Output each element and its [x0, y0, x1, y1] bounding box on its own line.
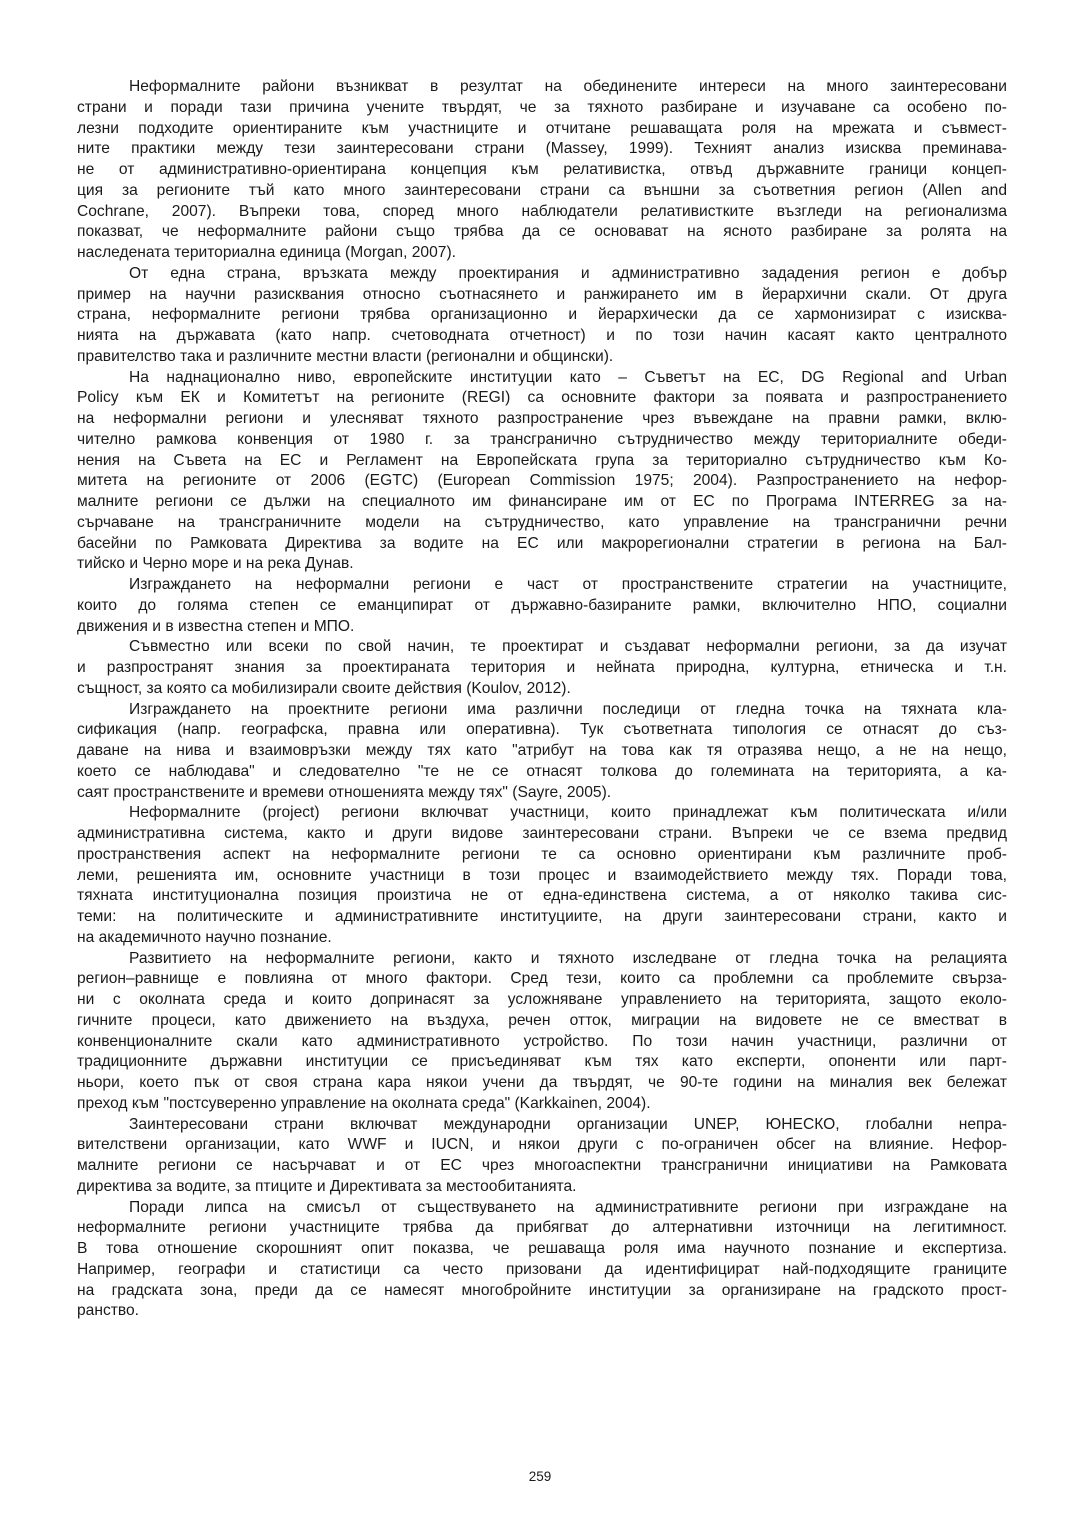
text-line: страна, неформалните региони трябва организационно и йерархически да се хармонизират с изисква-: [77, 306, 1007, 324]
text-line: на неформални региони и улесняват тяхното разпространение чрез въвеждане на правни рамки, вклю-: [77, 410, 1007, 427]
text-line: От една страна, връзката между проектирания и административно зададения регион е добър: [129, 264, 1007, 282]
text-line: и разпространят знания за проектираната територия и нейната природна, културна, етническа и т.н.: [77, 659, 1007, 676]
text-line: митета на регионите от 2006 (EGTC) (European Commission 1975; 2004). Разпространението на нефор-: [77, 472, 1007, 490]
text-line: вителствени организации, като WWF и IUCN, и някои други с по-ограничен обсег на влияние. Нефор-: [77, 1136, 1007, 1154]
text-line: същност, за която са мобилизирали своите действия (Koulov, 2012).: [77, 679, 571, 697]
text-line: ранство.: [77, 1302, 140, 1320]
text-line: административна система, както и други видове заинтересовани страни. Въпреки че се взема предвид: [77, 825, 1007, 842]
text-line: Изграждането на проектните региони има различни последици от гледна точка на тяхната кла-: [129, 700, 1007, 718]
text-line: даване на нива и взаимовръзки между тях като "атрибут на това как тя отразява нещо, а не на нещо,: [77, 742, 1007, 759]
text-line: малните региони се дължи на специалното им финансиране им от ЕС по Програма INTERREG за на-: [77, 493, 1007, 510]
text-line: Cochrane, 2007). Въпреки това, според много наблюдатели релативистките възгледи на регионализма: [77, 202, 1007, 220]
text-line: пример на научни разисквания относно съотнасянето и ранжирането им в йерархични скали. От друга: [77, 285, 1007, 303]
text-line: на академичното научно познание.: [77, 928, 332, 946]
text-line: лезни подходите ориентираните към участниците и отчитане решаващата роля на мрежата и съвмест-: [77, 119, 1007, 137]
text-line: Изграждането на неформални региони е част от пространствените стратегии на участниците,: [129, 576, 1007, 593]
paragraph: [77, 1198, 1007, 1323]
text-line: ни с околната среда и които допринасят за усложняване управлението на територията, защото еколо-: [77, 991, 1007, 1008]
text-line: Например, географи и статистици са често призовани да идентифицират най-подходящите границите: [77, 1260, 1007, 1278]
text-line: на градската зона, преди да се намесят многобройните институции за организиране на градското прост-: [77, 1281, 1007, 1299]
text-line: не от административно-ориентирана концепция към релативистка, отвъд държавните граници концеп-: [77, 161, 1007, 178]
text-line: нения на Съвета на ЕС и Регламент на Европейската група за териториално сътрудничество към Ко-: [77, 451, 1007, 469]
paragraph: [77, 575, 1007, 637]
paragraph: [77, 368, 1007, 576]
text-line: саят пространствените и времеви отношенията между тях" (Sayre, 2005).: [77, 783, 612, 801]
page-number: 259: [528, 1469, 552, 1484]
paragraph: [77, 700, 1007, 804]
text-line: неформалните региони участниците трябва да прибягват до алтернативни източници на легитимност.: [77, 1219, 1007, 1237]
text-line: Заинтересовани страни включват международни организации UNEP, ЮНЕСКО, глобални непра-: [129, 1115, 1007, 1133]
text-line: преход към "постсуверенно управление на околната среда" (Karkkainen, 2004).: [77, 1094, 651, 1112]
text-line: движения и в известна степен и МПО.: [77, 617, 355, 635]
text-line: наследената териториална единица (Morgan, 2007).: [77, 244, 456, 261]
paragraph: [77, 264, 1007, 368]
paragraph: [77, 949, 1007, 1115]
document-body: [77, 77, 1007, 1322]
text-line: Неформалните (project) региони включват участници, които принадлежат към политическата и/или: [129, 804, 1007, 822]
text-line: тийско и Черно море и на река Дунав.: [77, 555, 354, 573]
text-line: пространствения аспект на неформалните региони те са основно ориентирани към различните проб-: [77, 845, 1007, 863]
paragraph: [77, 77, 1007, 264]
text-line: басейни по Рамковата Директива за водите на ЕС или макрорегионални стратегии в региона на Бал-: [77, 534, 1007, 552]
text-line: леми, решенията им, основните участници в този процес и взаимодействието между тях. Поради това,: [77, 866, 1007, 884]
text-line: На наднационално ниво, европейските институции като – Съветът на ЕС, DG Regional and Urban: [129, 368, 1007, 386]
text-line: традиционните държавни институции се присъединяват към тях като експерти, опоненти или парт-: [77, 1053, 1007, 1071]
text-line: малните региони се насърчават и от ЕС чрез многоаспектни трансгранични инициативи на Рамковата: [77, 1157, 1007, 1174]
text-line: конвенционалните скали като административното устройство. По този начин участници, различни от: [77, 1032, 1007, 1050]
text-line: регион–равнище е повлияна от много фактори. Сред тези, които са проблемни са проблемите свързa-: [77, 970, 1007, 988]
paragraph: [77, 803, 1007, 948]
text-line: Поради липса на смисъл от съществуването на административните региони при изграждане на: [129, 1198, 1007, 1216]
text-line: Policy към ЕК и Комитетът на регионите (REGI) са основните фактори за появата и разпространението: [77, 389, 1007, 407]
text-line: показват, че неформалните райони също трябва да се основават на ясното разбиране за ролята на: [77, 223, 1007, 241]
text-line: което се наблюдава" и следователно "те не се отнасят толкова до големината на територията, а ка-: [77, 762, 1007, 780]
text-line: гичните процеси, като движението на въздуха, речен отток, миграции на видовете не се вместват в: [77, 1011, 1007, 1029]
text-line: сификация (напр. географска, правна или оперативна). Тук съответната типология се отнасят до съз-: [77, 721, 1007, 739]
text-line: ция за регионите тъй като много заинтересовани страни са външни за съответния регион (Allen and: [77, 181, 1007, 199]
text-line: нията на държавата (като напр. счетоводната отчетност) и по този начин касаят както централното: [77, 327, 1007, 344]
text-line: директива за водите, за птиците и Директивата за местообитанията.: [77, 1177, 577, 1195]
text-line: чително рамкова конвенция от 1980 г. за трансгранично сътрудничество между териториалните обеди-: [77, 430, 1007, 448]
paragraph: [77, 1115, 1007, 1198]
text-line: тяхната институционална позиция произтича не от една-единствена система, а от няколко такива сис-: [77, 887, 1007, 905]
text-line: Развитието на неформалните региони, както и тяхното изследване от гледна точка на релацията: [129, 949, 1007, 967]
text-line: ните практики между тези заинтересовани страни (Massey, 1999). Техният анализ изисква преминава-: [77, 140, 1007, 158]
text-line: които до голяма степен се еманципират от държавно-базираните рамки, включително НПО, социални: [77, 596, 1007, 614]
paragraph: [77, 637, 1007, 699]
text-line: ньори, което пък от своя страна кара някои учени да твърдят, че 90-те години на миналия век бележат: [77, 1074, 1007, 1091]
text-line: правителство така и различните местни власти (регионални и общински).: [77, 347, 614, 365]
text-line: сърчаване на трансграничните модели на сътрудничество, като управление на трансгранични речни: [77, 513, 1007, 531]
text-line: страни и поради тази причина учените твърдят, че за тяхното разбиране и изучаване са особено по-: [77, 98, 1007, 116]
text-line: В това отношение скорошният опит показва, че решаваща роля има научното познание и експертиза.: [77, 1240, 1007, 1257]
text-line: Неформалните райони възникват в резултат на обединените интереси на много заинтересовани: [129, 78, 1007, 95]
text-line: теми: на политическите и административните институциите, на други заинтересовани страни, както и: [77, 908, 1007, 925]
text-line: Съвместно или всеки по свой начин, те проектират и създават неформални региони, за да изучат: [129, 638, 1007, 656]
